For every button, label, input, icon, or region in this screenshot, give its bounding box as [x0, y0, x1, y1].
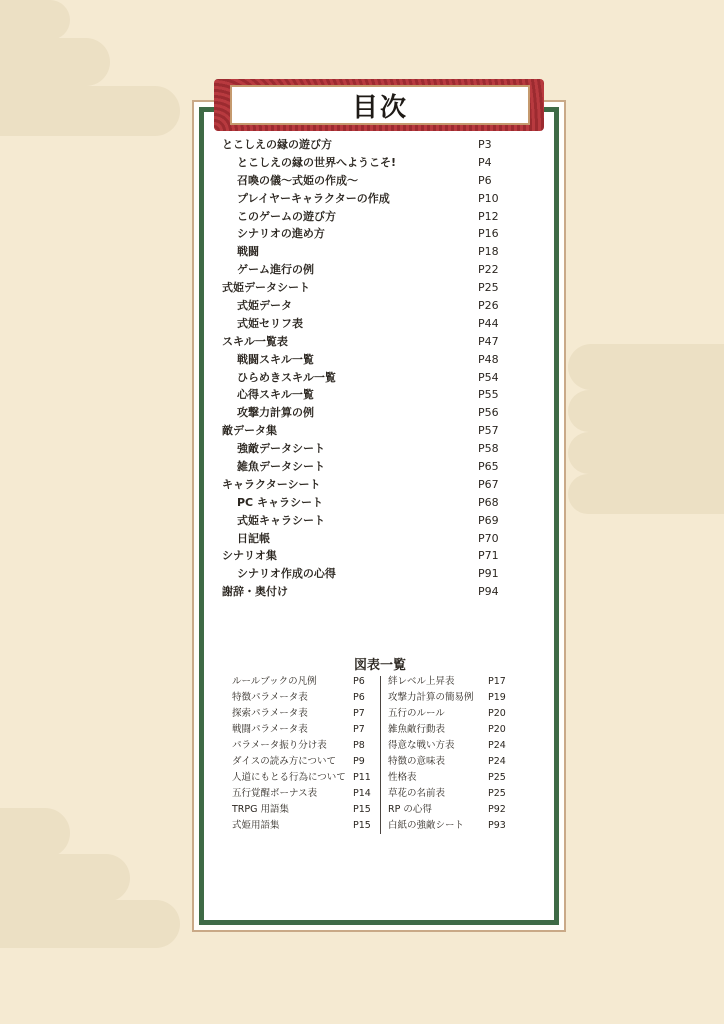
list-item[interactable]	[222, 172, 522, 190]
list-item[interactable]	[222, 530, 522, 548]
item-page-number: P25	[488, 788, 506, 799]
item-label: 雑魚敵行動表	[388, 724, 446, 735]
item-page-number: P93	[488, 820, 506, 831]
item-page-number: P16	[478, 227, 499, 241]
item-label: 戦闘スキル一覧	[237, 352, 314, 366]
list-item[interactable]	[222, 261, 522, 279]
item-page-number: P92	[488, 804, 506, 815]
item-page-number: P57	[478, 424, 499, 438]
cloud-decoration	[0, 900, 180, 948]
item-page-number: P6	[353, 692, 365, 703]
item-page-number: P4	[478, 155, 492, 169]
item-page-number: P8	[353, 740, 365, 751]
list-item[interactable]	[222, 458, 522, 476]
list-item[interactable]	[222, 386, 522, 404]
cloud-decoration	[568, 344, 724, 390]
cloud-decoration	[0, 0, 70, 40]
item-page-number: P14	[353, 788, 371, 799]
item-page-number: P25	[478, 281, 499, 295]
item-label: 式姫データ	[237, 299, 292, 313]
figures-divider	[380, 676, 381, 834]
item-page-number: P6	[478, 173, 492, 187]
list-item[interactable]	[222, 404, 522, 422]
item-label: PC キャラシート	[237, 495, 323, 509]
list-item[interactable]	[222, 208, 522, 226]
list-item[interactable]	[222, 476, 522, 494]
cloud-decoration	[568, 390, 724, 432]
item-label: パラメータ振り分け表	[232, 740, 327, 751]
cloud-decoration	[568, 432, 724, 474]
item-label: 探索パラメータ表	[232, 708, 308, 719]
item-page-number: P55	[478, 388, 499, 402]
figures-list-right	[388, 674, 528, 834]
list-item[interactable]	[222, 154, 522, 172]
list-item[interactable]	[388, 770, 528, 786]
item-label: 日記帳	[237, 531, 270, 545]
item-page-number: P70	[478, 531, 499, 545]
item-page-number: P20	[488, 708, 506, 719]
item-page-number: P48	[478, 352, 499, 366]
item-label: ルールブックの凡例	[232, 676, 317, 687]
item-label: 戦闘	[237, 245, 259, 259]
item-page-number: P47	[478, 334, 499, 348]
item-label: 性格表	[388, 772, 417, 783]
cloud-decoration	[0, 86, 180, 136]
item-label: 人道にもとる行為について	[232, 772, 346, 783]
cloud-decoration	[0, 808, 70, 858]
list-item[interactable]	[388, 690, 528, 706]
cloud-decoration	[568, 474, 724, 514]
list-item[interactable]	[388, 802, 528, 818]
list-item[interactable]	[222, 583, 522, 601]
item-label: スキル一覧表	[222, 334, 288, 348]
list-item[interactable]	[222, 333, 522, 351]
list-item[interactable]	[388, 818, 528, 834]
figures-list-left	[232, 674, 378, 834]
item-label: 式姫セリフ表	[237, 316, 303, 330]
list-item[interactable]	[232, 738, 378, 754]
item-page-number: P22	[478, 263, 499, 277]
item-label: 特徴の意味表	[388, 756, 446, 767]
item-page-number: P9	[353, 756, 365, 767]
list-item[interactable]	[232, 786, 378, 802]
item-label: 絆レベル上昇表	[388, 676, 455, 687]
list-item[interactable]	[222, 279, 522, 297]
list-item[interactable]	[232, 674, 378, 690]
item-label: 召喚の儀〜式姫の作成〜	[237, 173, 358, 187]
item-page-number: P20	[488, 724, 506, 735]
list-item[interactable]	[222, 440, 522, 458]
list-item[interactable]	[222, 369, 522, 387]
list-item[interactable]	[232, 722, 378, 738]
list-item[interactable]	[388, 674, 528, 690]
item-page-number: P25	[488, 772, 506, 783]
item-label: 心得スキル一覧	[237, 388, 314, 402]
item-page-number: P10	[478, 191, 499, 205]
item-label: RP の心得	[388, 804, 432, 815]
list-item[interactable]	[222, 136, 522, 154]
item-page-number: P24	[488, 756, 506, 767]
item-label: 式姫キャラシート	[237, 513, 325, 527]
list-item[interactable]	[222, 422, 522, 440]
list-item[interactable]	[232, 802, 378, 818]
item-label: 強敵データシート	[237, 442, 325, 456]
item-page-number: P44	[478, 316, 499, 330]
item-label: ダイスの読み方について	[232, 756, 337, 767]
item-label: 攻撃力計算の簡易例	[388, 692, 474, 703]
item-label: シナリオ集	[222, 549, 277, 563]
item-page-number: P69	[478, 513, 499, 527]
item-page-number: P7	[353, 724, 365, 735]
item-label: キャラクターシート	[222, 477, 321, 491]
item-label: 雑魚データシート	[237, 460, 325, 474]
item-page-number: P91	[478, 567, 499, 581]
item-page-number: P17	[488, 676, 506, 687]
item-label: 戦闘パラメータ表	[232, 724, 308, 735]
list-item[interactable]	[222, 494, 522, 512]
item-page-number: P15	[353, 820, 371, 831]
list-item[interactable]	[232, 818, 378, 834]
list-item[interactable]	[388, 738, 528, 754]
item-label: 五行のルール	[388, 708, 445, 719]
list-item[interactable]	[222, 512, 522, 530]
item-page-number: P19	[488, 692, 506, 703]
item-page-number: P3	[478, 138, 492, 151]
figures-title: 図表一覧	[353, 658, 406, 673]
list-item[interactable]	[232, 690, 378, 706]
item-label: 式姫用語集	[232, 820, 280, 831]
item-label: プレイヤーキャラクターの作成	[237, 191, 390, 205]
list-item[interactable]	[232, 754, 378, 770]
item-label: 式姫データシート	[222, 281, 310, 295]
item-label: とこしえの縁の遊び方	[222, 138, 332, 151]
list-item[interactable]	[222, 225, 522, 243]
item-label: とこしえの縁の世界へようこそ!	[237, 155, 397, 169]
item-label: 特徴パラメータ表	[232, 692, 308, 703]
item-label: TRPG 用語集	[232, 804, 290, 815]
list-item[interactable]	[388, 722, 528, 738]
title-box	[230, 85, 530, 125]
item-label: このゲームの遊び方	[237, 209, 336, 223]
list-item[interactable]	[222, 315, 522, 333]
list-item[interactable]	[222, 243, 522, 261]
item-page-number: P67	[478, 477, 499, 491]
item-label: 攻撃力計算の例	[237, 406, 314, 420]
item-page-number: P26	[478, 299, 499, 313]
item-page-number: P18	[478, 245, 499, 259]
list-item[interactable]	[222, 547, 522, 565]
page-title: 目次	[351, 92, 408, 123]
item-label: 得意な戦い方表	[388, 740, 455, 751]
item-page-number: P56	[478, 406, 499, 420]
item-page-number: P58	[478, 442, 499, 456]
list-item[interactable]	[222, 565, 522, 583]
item-page-number: P54	[478, 370, 499, 384]
item-label: 草花の名前表	[388, 788, 446, 799]
item-page-number: P71	[478, 549, 499, 563]
cloud-decoration	[0, 38, 110, 86]
item-label: ひらめきスキル一覧	[237, 370, 336, 384]
item-label: ゲーム進行の例	[237, 263, 314, 277]
list-item[interactable]	[388, 706, 528, 722]
item-page-number: P24	[488, 740, 506, 751]
table-of-contents	[222, 136, 522, 601]
item-page-number: P6	[353, 676, 365, 687]
list-item[interactable]	[222, 351, 522, 369]
item-label: 白紙の強敵シート	[388, 820, 465, 831]
item-label: 五行覚醒ボーナス表	[232, 788, 318, 799]
item-page-number: P11	[353, 772, 371, 783]
item-label: 謝辞・奥付け	[222, 585, 288, 599]
list-item[interactable]	[222, 190, 522, 208]
cloud-decoration	[0, 854, 130, 902]
item-page-number: P94	[478, 585, 499, 599]
list-item[interactable]	[222, 297, 522, 315]
item-label: 敵データ集	[222, 424, 277, 438]
item-page-number: P15	[353, 804, 371, 815]
item-page-number: P65	[478, 460, 499, 474]
item-page-number: P68	[478, 495, 499, 509]
item-page-number: P7	[353, 708, 365, 719]
list-item[interactable]	[388, 754, 528, 770]
item-label: シナリオ作成の心得	[237, 567, 336, 581]
item-label: シナリオの進め方	[237, 227, 325, 241]
list-item[interactable]	[232, 770, 378, 786]
list-item[interactable]	[232, 706, 378, 722]
item-page-number: P12	[478, 209, 499, 223]
list-item[interactable]	[388, 786, 528, 802]
